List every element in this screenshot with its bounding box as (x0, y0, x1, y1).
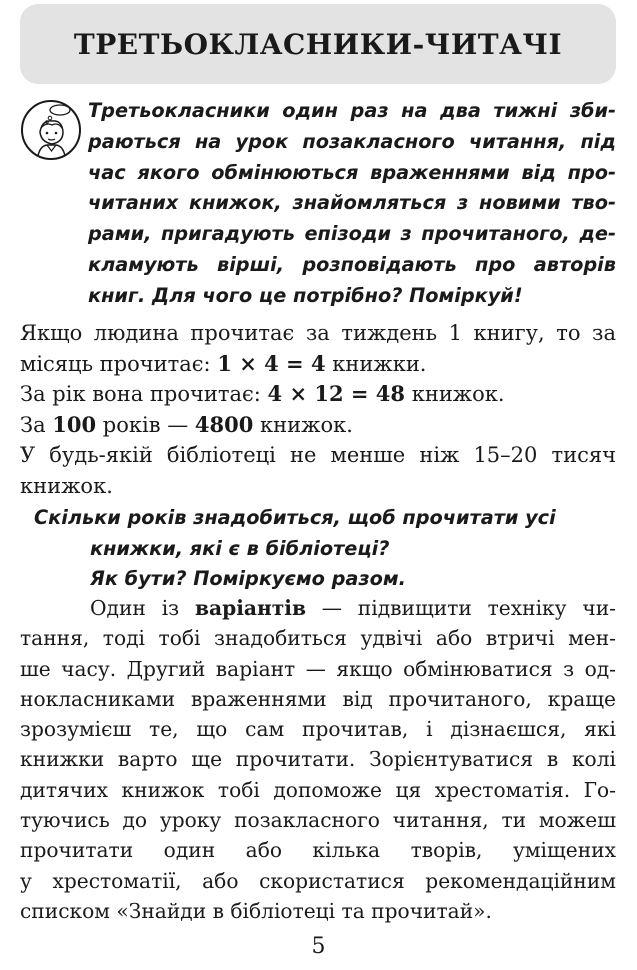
paragraph-line: нокласниками враженнями від прочитаного, краще (20, 686, 616, 711)
intro-line: Третьокласники один раз на два тижні зби- (88, 99, 616, 122)
intro-line: час якого обмінюються враженнями від про- (88, 160, 616, 184)
intro-line: рами, пригадують епізоди з прочитаного, де- (88, 222, 616, 246)
intro-line: раються на урок позакласного читання, під (88, 129, 616, 153)
main-paragraph (20, 593, 616, 926)
intro-line: читаних книжок, знайомляться з новими тво- (88, 191, 616, 215)
paragraph-line: ше часу. Другий варіант — якщо обмінюватися з од- (20, 656, 616, 681)
paragraph-line: списком «Знайди в бібліотеці та прочитай». (20, 898, 492, 923)
page-number: 5 (311, 934, 326, 959)
intro-block (20, 96, 616, 312)
section-header (20, 4, 616, 84)
calc-line: книжок. (20, 473, 113, 498)
paragraph-line: книжки варто ще прочитати. Зорієнтуватися в колі (20, 747, 616, 772)
thinking-child-icon (20, 98, 84, 162)
question-line: Скільки років знадобиться, щоб прочитати усі (34, 506, 556, 529)
question-line: Як бути? Поміркуємо разом. (90, 567, 406, 590)
question-block (20, 503, 616, 595)
calc-line: Якщо людина прочитає за тиждень 1 книгу, то за (20, 321, 616, 345)
calculation-block (20, 318, 616, 501)
section-title: ТРЕТЬОКЛАСНИКИ-ЧИТАЧІ (73, 27, 563, 61)
intro-line: книг. Для чого це потрібно? Поміркуй! (88, 283, 523, 307)
question-line: книжки, які є в бібліотеці? (90, 536, 390, 560)
paragraph-line: Один із варіантів — підвищити техніку чи- (90, 596, 616, 620)
calc-line: місяць прочитає: 1 × 4 = 4 книжки. (20, 350, 427, 376)
paragraph-line: зрозумієш те, що сам прочитав, і дізнаєшся, які (20, 717, 616, 742)
calc-line: За 100 років — 4800 книжок. (20, 411, 353, 437)
paragraph-line: дитячих книжок тобі допоможе ця хрестоматія. Го- (20, 777, 616, 802)
paragraph-line: у хрестоматії, або скористатися рекомендаційним (20, 868, 616, 893)
intro-line: кламують вірші, розповідають про авторів (88, 252, 616, 276)
intro-text (88, 96, 616, 312)
paragraph-line: туючись до уроку позакласного читання, ти можеш (20, 808, 616, 833)
calc-line: За рік вона прочитає: 4 × 12 = 48 книжок. (20, 381, 505, 406)
paragraph-line: тання, тоді тобі знадобиться удвічі або втричі мен- (20, 626, 616, 651)
paragraph-line: прочитати один або кілька творів, уміщених (20, 838, 616, 863)
calc-line: У будь-якій бібліотеці не менше ніж 15–20 тисяч (20, 443, 616, 467)
